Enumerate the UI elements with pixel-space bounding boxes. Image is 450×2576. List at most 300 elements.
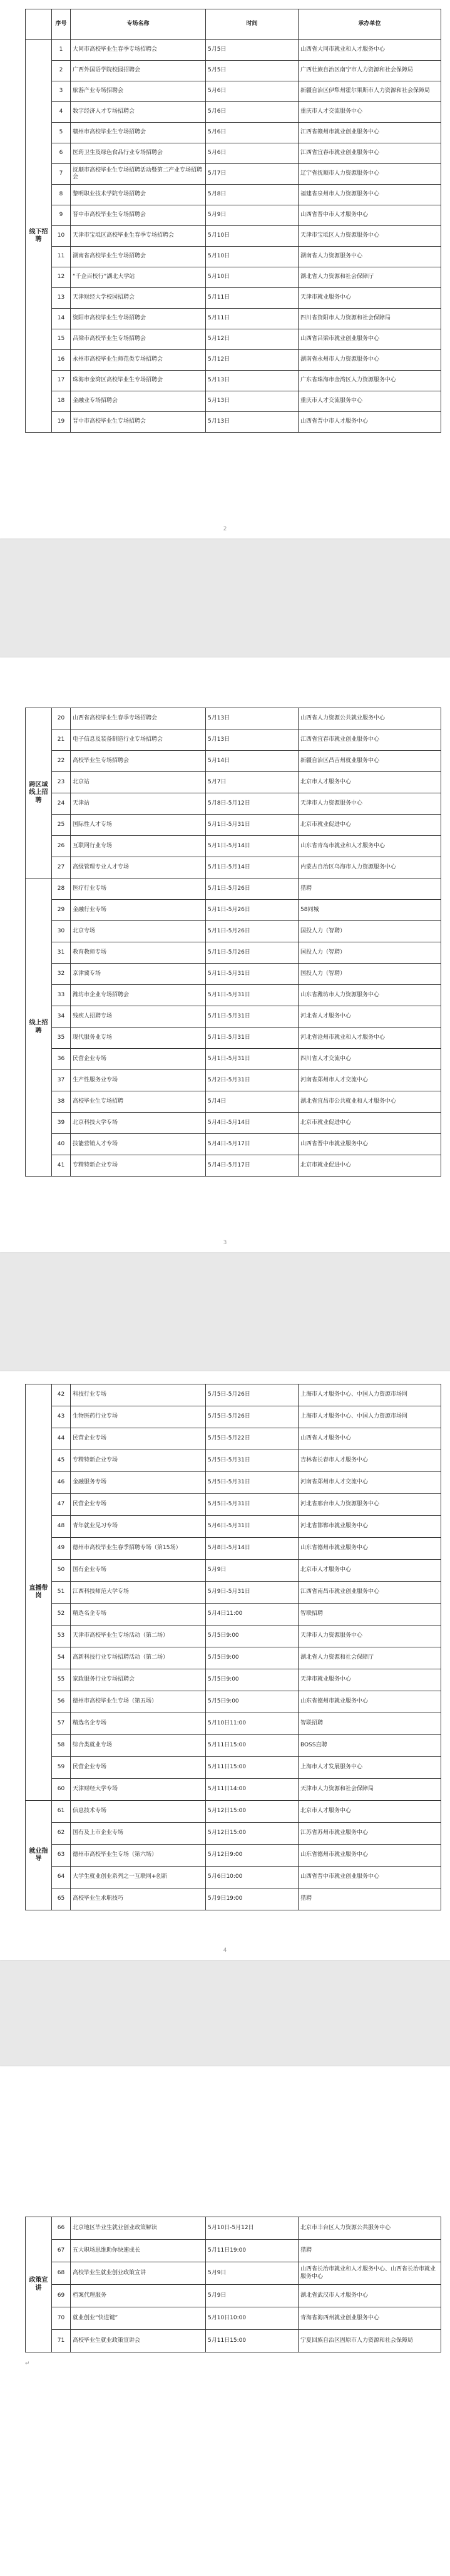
table-body [26,1384,441,1910]
category-cell: 就业指导 [26,1801,52,1910]
table-row [26,1779,441,1801]
index-cell: 4 [52,102,71,123]
name-cell: 金融服务专场 [71,1472,206,1494]
table-row [26,185,441,205]
org-cell: 山东省德州市就业服务中心 [299,1691,441,1713]
index-cell: 61 [52,1801,71,1823]
table-row [26,1006,441,1028]
index-cell: 20 [52,708,71,729]
org-cell: 重庆市人才交流服务中心 [299,102,441,123]
table-row [26,1049,441,1070]
org-cell: 北京市就业促进中心 [299,815,441,836]
org-cell: 北京市就业促进中心 [299,1113,441,1134]
index-cell: 11 [52,247,71,267]
time-cell: 5月6日-5月31日 [206,1516,299,1538]
index-cell: 70 [52,2307,71,2330]
time-cell: 5月11日15:00 [206,2330,299,2352]
time-cell: 5月9日-5月31日 [206,1582,299,1604]
table-row [26,1888,441,1910]
time-cell: 5月1日-5月26日 [206,900,299,921]
index-cell: 40 [52,1134,71,1155]
name-cell: 北京专场 [71,921,206,942]
category-cell: 线上招聘 [26,878,52,1177]
time-cell: 5月9日19:00 [206,1888,299,1910]
name-cell: 家政服务行业专场招聘会 [71,1669,206,1691]
org-cell: BOSS直聘 [299,1735,441,1757]
index-cell: 16 [52,350,71,371]
table-row [26,123,441,143]
index-cell: 58 [52,1735,71,1757]
index-cell: 21 [52,729,71,751]
org-cell: 江西省宜春市就业创业服务中心 [299,143,441,164]
org-cell: 北京市人才服务中心 [299,772,441,793]
time-cell: 5月5日-5月22日 [206,1428,299,1450]
name-cell: 北京站 [71,772,206,793]
time-cell: 5月1日-5月14日 [206,857,299,878]
time-cell: 5月12日 [206,350,299,371]
time-cell: 5月5日9:00 [206,1691,299,1713]
name-cell: 民营企业专场 [71,1494,206,1516]
index-cell: 25 [52,815,71,836]
name-cell: 教育教师专场 [71,942,206,964]
table-row [26,226,441,247]
table-row [26,1713,441,1735]
page-number: 3 [223,1240,227,1246]
name-cell: 大学生就业创业系列之一互联网+创新 [71,1867,206,1888]
org-cell: 江苏省苏州市就业服务中心 [299,1823,441,1845]
index-cell: 3 [52,81,71,102]
time-cell: 5月11日15:00 [206,1757,299,1779]
header-time: 时间 [206,9,299,40]
time-cell: 5月11日15:00 [206,1735,299,1757]
time-cell: 5月12日15:00 [206,1801,299,1823]
document-page-4 [0,2066,450,2576]
org-cell: 山东省德州市就业服务中心 [299,1538,441,1560]
name-cell: 珠海市金湾区高校毕业生专场招聘会 [71,371,206,391]
name-cell: 国有企业专场 [71,1560,206,1582]
org-cell: 河北省邢台市人力资源服务中心 [299,1494,441,1516]
index-cell: 43 [52,1406,71,1428]
org-cell: 北京市就业促进中心 [299,1155,441,1177]
name-cell: 档案代理服务 [71,2285,206,2307]
table-row [26,371,441,391]
name-cell: 信息技术专场 [71,1801,206,1823]
name-cell: 金融行业专场 [71,900,206,921]
org-cell: 天津市人力资源和社会保障局 [299,1779,441,1801]
time-cell: 5月13日 [206,729,299,751]
index-cell: 19 [52,412,71,433]
name-cell: 德州市高校毕业生专场（第五场） [71,1691,206,1713]
time-cell: 5月11日14:00 [206,1779,299,1801]
name-cell: 天津财经大学专场 [71,1779,206,1801]
org-cell: 湖北省人力资源和社会保障厅 [299,267,441,288]
table-row [26,1801,441,1823]
time-cell: 5月10日11:00 [206,1713,299,1735]
index-cell: 23 [52,772,71,793]
name-cell: 京津冀专场 [71,964,206,985]
org-cell: 河南省郑州市人才交流中心 [299,1070,441,1091]
name-cell: 就业创业“快进键” [71,2307,206,2330]
table-row [26,1867,441,1888]
org-cell: 辽宁省抚顺市人力资源服务中心 [299,164,441,185]
name-cell: 金融业专场招聘会 [71,391,206,412]
index-cell: 59 [52,1757,71,1779]
table-row [26,1450,441,1472]
table-row [26,1691,441,1713]
time-cell: 5月4日11:00 [206,1604,299,1625]
name-cell: 国际性人才专场 [71,815,206,836]
name-cell: 高校毕业生专场招聘 [71,1091,206,1113]
org-cell: 天津市人力资源服务中心 [299,1625,441,1647]
time-cell: 5月4日-5月17日 [206,1134,299,1155]
org-cell: 湖南省永州市人力资源服务中心 [299,350,441,371]
table-row [26,1516,441,1538]
table-row [26,247,441,267]
time-cell: 5月4日-5月17日 [206,1155,299,1177]
table-row [26,40,441,61]
name-cell: 永州市高校毕业生师范类专场招聘会 [71,350,206,371]
index-cell: 53 [52,1625,71,1647]
time-cell: 5月11日 [206,288,299,309]
table-row [26,1155,441,1177]
name-cell: 精选名企专场 [71,1604,206,1625]
index-cell: 24 [52,793,71,815]
name-cell: 高新科技行业专场招聘活动（第二场） [71,1647,206,1669]
org-cell: 猎聘 [299,1888,441,1910]
org-cell: 山西省晋中市就业服务中心 [299,1134,441,1155]
time-cell: 5月1日-5月31日 [206,985,299,1006]
org-cell: 国投人力（智聘） [299,921,441,942]
table-row [26,288,441,309]
table-row [26,1070,441,1091]
time-cell: 5月11日19:00 [206,2240,299,2262]
org-cell: 湖北省人力资源和社会保障厅 [299,1647,441,1669]
name-cell: 晋中市高校毕业生专场招聘会 [71,205,206,226]
time-cell: 5月7日 [206,772,299,793]
name-cell: “千企百校行”湖北大学站 [71,267,206,288]
org-cell: 智联招聘 [299,1713,441,1735]
name-cell: 民营企业专场 [71,1428,206,1450]
time-cell: 5月10日 [206,247,299,267]
page-number: 2 [223,526,227,532]
name-cell: 生产性服务业专场 [71,1070,206,1091]
table-row [26,2240,441,2262]
name-cell: 高校毕业生专场招聘会 [71,751,206,772]
org-cell: 山西省晋中市人才服务中心 [299,412,441,433]
org-cell: 天津市宝坻区人力资源服务中心 [299,226,441,247]
table-row [26,793,441,815]
index-cell: 18 [52,391,71,412]
index-cell: 42 [52,1384,71,1406]
index-cell: 1 [52,40,71,61]
table-row [26,1582,441,1604]
name-cell: 科技行业专场 [71,1384,206,1406]
time-cell: 5月5日-5月26日 [206,1406,299,1428]
time-cell: 5月4日-5月14日 [206,1113,299,1134]
index-cell: 44 [52,1428,71,1450]
time-cell: 5月4日 [206,1091,299,1113]
name-cell: 北京科技大学专场 [71,1113,206,1134]
time-cell: 5月8日-5月14日 [206,1538,299,1560]
table-row [26,143,441,164]
table-row [26,1823,441,1845]
header-index: 序号 [52,9,71,40]
index-cell: 37 [52,1070,71,1091]
time-cell: 5月5日 [206,40,299,61]
name-cell: 数字经济人才专场招聘会 [71,102,206,123]
table-header-row [26,9,441,40]
index-cell: 22 [52,751,71,772]
org-cell: 湖北省宜昌市公共就业和人才服务中心 [299,1091,441,1113]
time-cell: 5月12日15:00 [206,1823,299,1845]
time-cell: 5月6日 [206,81,299,102]
org-cell: 山东省潍坊市人力资源服务中心 [299,985,441,1006]
table-row [26,1560,441,1582]
time-cell: 5月13日 [206,708,299,729]
index-cell: 6 [52,143,71,164]
org-cell: 山西省人才服务中心 [299,1428,441,1450]
header-org: 承办单位 [299,9,441,40]
org-cell: 河北省沧州市就业和人才服务中心 [299,1028,441,1049]
time-cell: 5月5日-5月31日 [206,1494,299,1516]
time-cell: 5月1日-5月31日 [206,1006,299,1028]
name-cell: 天津市宝坻区高校毕业生春季专场招聘会 [71,226,206,247]
org-cell: 天津市人力资源服务中心 [299,793,441,815]
name-cell: 潍坊市企业专场招聘会 [71,985,206,1006]
header-category [26,9,52,40]
table-row [26,1472,441,1494]
org-cell: 河北省邯郸市就业服务中心 [299,1516,441,1538]
time-cell: 5月9日 [206,1560,299,1582]
index-cell: 46 [52,1472,71,1494]
index-cell: 39 [52,1113,71,1134]
table-row [26,1669,441,1691]
time-cell: 5月10日 [206,267,299,288]
index-cell: 8 [52,185,71,205]
time-cell: 5月13日 [206,391,299,412]
index-cell: 27 [52,857,71,878]
org-cell: 湖北省武汉市人才服务中心 [299,2285,441,2307]
table-body [26,2217,441,2352]
time-cell: 5月10日 [206,226,299,247]
table-row [26,836,441,857]
time-cell: 5月9日 [206,2262,299,2285]
org-cell: 猎聘 [299,878,441,900]
name-cell: 广西外国语学院校园招聘会 [71,61,206,81]
org-cell: 吉林省长春市人才服务中心 [299,1450,441,1472]
category-cell: 直播带岗 [26,1384,52,1801]
name-cell: 晋中市高校毕业生专场招聘会 [71,412,206,433]
index-cell: 63 [52,1845,71,1867]
index-cell: 10 [52,226,71,247]
table-row [26,1625,441,1647]
time-cell: 5月1日-5月31日 [206,815,299,836]
table-row [26,985,441,1006]
table-body [26,40,441,433]
org-cell: 山西省晋中市人才服务中心 [299,205,441,226]
name-cell: 天津财经大学校园招聘会 [71,288,206,309]
name-cell: 吕梁市高校毕业生专场招聘会 [71,329,206,350]
name-cell: 旅游产业专场招聘会 [71,81,206,102]
index-cell: 55 [52,1669,71,1691]
name-cell: 山西省高校毕业生春季专场招聘会 [71,708,206,729]
index-cell: 67 [52,2240,71,2262]
time-cell: 5月8日 [206,185,299,205]
name-cell: 天津站 [71,793,206,815]
name-cell: 江西科技师范大学专场 [71,1582,206,1604]
table-row [26,964,441,985]
table-row [26,751,441,772]
name-cell: 德州市高校毕业生春季招聘专场（第15场） [71,1538,206,1560]
index-cell: 13 [52,288,71,309]
table-row [26,2307,441,2330]
org-cell: 山西省大同市就业和人才服务中心 [299,40,441,61]
name-cell: 高级管理专业人才专场 [71,857,206,878]
index-cell: 32 [52,964,71,985]
time-cell: 5月1日-5月31日 [206,1049,299,1070]
index-cell: 2 [52,61,71,81]
name-cell: 青年就业见习专场 [71,1516,206,1538]
index-cell: 38 [52,1091,71,1113]
index-cell: 60 [52,1779,71,1801]
org-cell: 山东省德州市就业服务中心 [299,1845,441,1867]
org-cell: 河南省郑州市人才交流中心 [299,1472,441,1494]
name-cell: 民营企业专场 [71,1757,206,1779]
table-row [26,205,441,226]
org-cell: 重庆市人才交流服务中心 [299,391,441,412]
time-cell: 5月1日-5月26日 [206,942,299,964]
index-cell: 64 [52,1867,71,1888]
name-cell: 专精特新企业专场 [71,1155,206,1177]
name-cell: 精选名企专场 [71,1713,206,1735]
category-cell: 线下招聘 [26,40,52,433]
org-cell: 四川省资阳市人力资源和社会保障局 [299,309,441,329]
name-cell: 赣州市高校毕业生专场招聘会 [71,123,206,143]
table-row [26,102,441,123]
table-row [26,1384,441,1406]
index-cell: 17 [52,371,71,391]
table-row [26,1113,441,1134]
org-cell: 河北省人才服务中心 [299,1006,441,1028]
org-cell: 智联招聘 [299,1604,441,1625]
org-cell: 上海市人才服务中心、中国人力资源市场网 [299,1406,441,1428]
org-cell: 四川省人才交流中心 [299,1049,441,1070]
index-cell: 47 [52,1494,71,1516]
schedule-table [25,9,441,433]
time-cell: 5月6日10:00 [206,1867,299,1888]
name-cell: 互联网行业专场 [71,836,206,857]
time-cell: 5月12日 [206,329,299,350]
time-cell: 5月5日9:00 [206,1625,299,1647]
index-cell: 34 [52,1006,71,1028]
table-row [26,1091,441,1113]
name-cell: 残疾人招聘专场 [71,1006,206,1028]
table-row [26,1845,441,1867]
paragraph-mark: ↵ [25,2361,30,2367]
index-cell: 57 [52,1713,71,1735]
name-cell: 天津市高校毕业生专场活动（第二场） [71,1625,206,1647]
org-cell: 宁夏回族自治区固原市人力资源和社会保障局 [299,2330,441,2352]
index-cell: 36 [52,1049,71,1070]
table-row [26,708,441,729]
table-row [26,1647,441,1669]
name-cell: 生物医药行业专场 [71,1406,206,1428]
name-cell: 高校毕业生求职技巧 [71,1888,206,1910]
org-cell: 内蒙古自治区乌海市人力资源服务中心 [299,857,441,878]
table-row [26,1028,441,1049]
org-cell: 上海市人才发展服务中心 [299,1757,441,1779]
name-cell: 高校毕业生就业政策宣讲会 [71,2330,206,2352]
org-cell: 山西省晋中市就业创业服务中心 [299,1867,441,1888]
table-body [26,708,441,1177]
org-cell: 江西省宜春市就业创业服务中心 [299,729,441,751]
name-cell: 综合类就业专场 [71,1735,206,1757]
org-cell: 上海市人才服务中心、中国人力资源市场网 [299,1384,441,1406]
name-cell: 抚顺市高校毕业生专场招聘活动暨第二产业专场招聘会 [71,164,206,185]
index-cell: 9 [52,205,71,226]
index-cell: 15 [52,329,71,350]
table-row [26,2262,441,2285]
org-cell: 天津市就业服务中心 [299,288,441,309]
table-row [26,942,441,964]
index-cell: 65 [52,1888,71,1910]
org-cell: 新疆自治区伊犁州霍尔果斯市人力资源和社会保障局 [299,81,441,102]
org-cell: 58同城 [299,900,441,921]
time-cell: 5月5日9:00 [206,1669,299,1691]
document-page-1 [0,0,450,538]
time-cell: 5月14日 [206,751,299,772]
org-cell: 广西壮族自治区南宁市人力资源和社会保障局 [299,61,441,81]
index-cell: 7 [52,164,71,185]
name-cell: 北京地区毕业生就业创业政策解读 [71,2217,206,2240]
header-name: 专场名称 [71,9,206,40]
index-cell: 56 [52,1691,71,1713]
org-cell: 猎聘 [299,2240,441,2262]
time-cell: 5月5日9:00 [206,1647,299,1669]
table-row [26,1134,441,1155]
table-row [26,2330,441,2352]
org-cell: 江西省南昌市就业创业服务中心 [299,1582,441,1604]
org-cell: 北京市人才服务中心 [299,1560,441,1582]
name-cell: 大同市高校毕业生春季专场招聘会 [71,40,206,61]
index-cell: 14 [52,309,71,329]
org-cell: 青海省海西州就业创业服务中心 [299,2307,441,2330]
name-cell: 医疗行业专场 [71,878,206,900]
category-cell: 跨区域线上招聘 [26,708,52,878]
time-cell: 5月6日 [206,102,299,123]
index-cell: 49 [52,1538,71,1560]
index-cell: 48 [52,1516,71,1538]
table-row [26,1406,441,1428]
page-number: 4 [223,1947,227,1954]
time-cell: 5月5日 [206,61,299,81]
name-cell: 高校毕业生就业创业政策宣讲 [71,2262,206,2285]
table-row [26,164,441,185]
table-row [26,412,441,433]
index-cell: 52 [52,1604,71,1625]
name-cell: 黎明职业技术学院专场招聘会 [71,185,206,205]
time-cell: 5月6日 [206,123,299,143]
time-cell: 5月9日 [206,205,299,226]
table-row [26,1428,441,1450]
table-row [26,815,441,836]
index-cell: 51 [52,1582,71,1604]
table-row [26,61,441,81]
table-row [26,1538,441,1560]
time-cell: 5月10日-5月12日 [206,2217,299,2240]
table-row [26,729,441,751]
document-page-3 [0,1371,450,1960]
